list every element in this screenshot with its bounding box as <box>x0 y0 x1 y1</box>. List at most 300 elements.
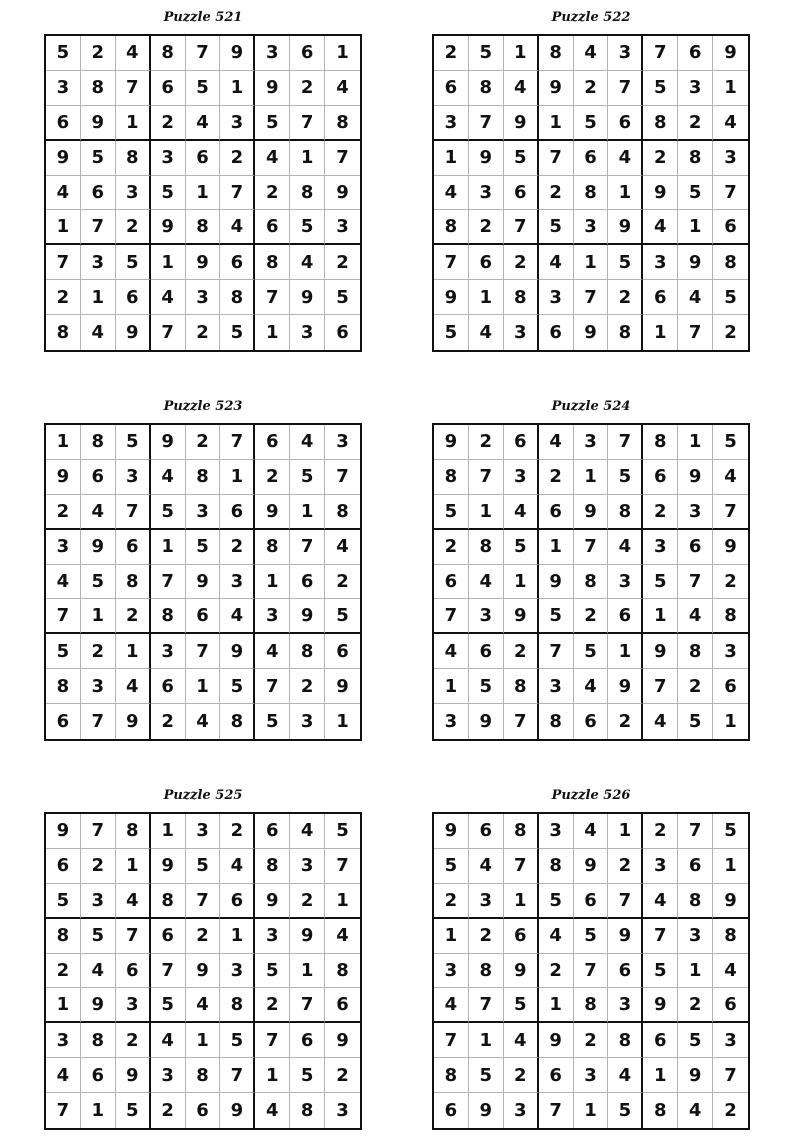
grid-cell: 8 <box>325 495 360 530</box>
grid-cell: 7 <box>713 1058 748 1093</box>
grid-cell: 7 <box>434 599 469 634</box>
grid-cell: 1 <box>290 954 325 989</box>
grid-cell: 4 <box>81 315 116 350</box>
grid-cell: 3 <box>151 1058 186 1093</box>
grid-cell: 7 <box>539 141 574 176</box>
grid-cell: 5 <box>608 1093 643 1128</box>
grid-cell: 9 <box>539 1023 574 1058</box>
grid-cell: 9 <box>574 495 609 530</box>
grid-cell: 1 <box>539 106 574 141</box>
grid-cell: 8 <box>678 634 713 669</box>
grid-cell: 6 <box>186 141 221 176</box>
sudoku-grid <box>44 34 362 352</box>
grid-cell: 1 <box>678 210 713 245</box>
grid-cell: 4 <box>713 106 748 141</box>
grid-cell: 5 <box>220 315 255 350</box>
sudoku-grid <box>432 34 750 352</box>
grid-cell: 9 <box>151 210 186 245</box>
grid-cell: 5 <box>220 669 255 704</box>
grid-cell: 9 <box>504 599 539 634</box>
grid-cell: 5 <box>434 849 469 884</box>
grid-cell: 2 <box>574 599 609 634</box>
grid-cell: 1 <box>81 280 116 315</box>
grid-cell: 2 <box>46 495 81 530</box>
grid-cell: 2 <box>151 1093 186 1128</box>
grid-cell: 9 <box>469 141 504 176</box>
grid-cell: 3 <box>46 71 81 106</box>
grid-cell: 8 <box>434 210 469 245</box>
grid-cell: 1 <box>539 988 574 1023</box>
grid-cell: 4 <box>504 495 539 530</box>
grid-cell: 9 <box>290 599 325 634</box>
grid-cell: 4 <box>290 245 325 280</box>
grid-cell: 4 <box>255 141 290 176</box>
grid-cell: 3 <box>678 71 713 106</box>
grid-cell: 9 <box>434 425 469 460</box>
grid-cell: 7 <box>325 849 360 884</box>
grid-cell: 9 <box>151 849 186 884</box>
grid-cell: 7 <box>81 210 116 245</box>
grid-cell: 6 <box>608 106 643 141</box>
grid-cell: 3 <box>290 704 325 739</box>
grid-cell: 3 <box>539 280 574 315</box>
grid-cell: 4 <box>220 849 255 884</box>
grid-cell: 7 <box>539 1093 574 1128</box>
grid-cell: 5 <box>539 210 574 245</box>
grid-cell: 3 <box>81 245 116 280</box>
grid-cell: 1 <box>678 425 713 460</box>
grid-cell: 5 <box>469 669 504 704</box>
grid-cell: 4 <box>255 1093 290 1128</box>
grid-cell: 7 <box>290 106 325 141</box>
grid-cell: 7 <box>469 460 504 495</box>
grid-cell: 7 <box>116 495 151 530</box>
grid-cell: 8 <box>504 814 539 849</box>
grid-cell: 9 <box>539 71 574 106</box>
grid-cell: 4 <box>325 530 360 565</box>
grid-cell: 9 <box>186 245 221 280</box>
grid-cell: 1 <box>504 565 539 600</box>
grid-cell: 4 <box>220 210 255 245</box>
grid-cell: 1 <box>255 565 290 600</box>
grid-cell: 7 <box>220 1058 255 1093</box>
grid-cell: 1 <box>116 106 151 141</box>
grid-cell: 5 <box>186 530 221 565</box>
grid-cell: 8 <box>434 460 469 495</box>
puzzle-title: Puzzle 524 <box>551 399 631 414</box>
grid-cell: 1 <box>220 460 255 495</box>
grid-cell: 2 <box>220 141 255 176</box>
grid-cell: 4 <box>81 495 116 530</box>
grid-cell: 8 <box>255 530 290 565</box>
grid-cell: 4 <box>255 634 290 669</box>
sudoku-grid <box>44 812 362 1130</box>
grid-cell: 9 <box>151 425 186 460</box>
grid-cell: 2 <box>469 210 504 245</box>
grid-cell: 7 <box>325 460 360 495</box>
grid-cell: 8 <box>116 565 151 600</box>
grid-cell: 3 <box>116 176 151 211</box>
grid-cell: 8 <box>220 704 255 739</box>
grid-cell: 4 <box>504 71 539 106</box>
grid-cell: 9 <box>325 1023 360 1058</box>
grid-cell: 2 <box>434 884 469 919</box>
grid-cell: 1 <box>643 1058 678 1093</box>
grid-cell: 2 <box>539 460 574 495</box>
grid-cell: 1 <box>469 495 504 530</box>
grid-cell: 1 <box>151 530 186 565</box>
grid-cell: 9 <box>290 919 325 954</box>
grid-cell: 6 <box>643 280 678 315</box>
grid-cell: 8 <box>504 280 539 315</box>
grid-cell: 8 <box>186 460 221 495</box>
grid-cell: 3 <box>678 919 713 954</box>
grid-cell: 4 <box>713 460 748 495</box>
grid-cell: 2 <box>608 849 643 884</box>
grid-cell: 1 <box>336 711 349 733</box>
grid-cell: 2 <box>325 1058 360 1093</box>
grid-cell: 5 <box>643 565 678 600</box>
grid-cell: 2 <box>255 176 290 211</box>
grid-cell: 6 <box>539 495 574 530</box>
grid-cell: 3 <box>325 210 360 245</box>
grid-cell: 2 <box>116 599 151 634</box>
puzzle-title: Puzzle 525 <box>163 788 243 803</box>
grid-cell: 5 <box>186 849 221 884</box>
grid-cell: 8 <box>290 1093 325 1128</box>
grid-cell: 6 <box>46 849 81 884</box>
grid-cell: 9 <box>713 530 748 565</box>
grid-cell: 1 <box>434 919 469 954</box>
grid-cell: 7 <box>713 495 748 530</box>
grid-cell: 2 <box>325 245 360 280</box>
grid-cell: 7 <box>151 565 186 600</box>
grid-cell: 7 <box>151 954 186 989</box>
grid-cell: 5 <box>116 245 151 280</box>
grid-cell: 6 <box>713 210 748 245</box>
grid-cell: 7 <box>186 884 221 919</box>
grid-cell: 1 <box>255 315 290 350</box>
grid-cell: 9 <box>434 814 469 849</box>
grid-cell: 7 <box>255 1023 290 1058</box>
grid-cell: 2 <box>643 814 678 849</box>
grid-cell: 2 <box>325 565 360 600</box>
grid-cell: 2 <box>643 141 678 176</box>
grid-cell: 7 <box>325 141 360 176</box>
grid-cell: 3 <box>713 141 748 176</box>
grid-cell: 7 <box>574 954 609 989</box>
grid-cell: 4 <box>469 565 504 600</box>
grid-cell: 4 <box>186 106 221 141</box>
grid-cell: 8 <box>713 245 748 280</box>
grid-cell: 7 <box>608 884 643 919</box>
grid-cell: 9 <box>46 460 81 495</box>
grid-cell: 9 <box>713 884 748 919</box>
grid-cell: 6 <box>116 530 151 565</box>
grid-cell: 2 <box>539 954 574 989</box>
grid-cell: 8 <box>469 530 504 565</box>
grid-cell: 5 <box>574 634 609 669</box>
grid-cell: 2 <box>724 322 737 344</box>
grid-cell: 1 <box>81 1093 116 1128</box>
grid-cell: 1 <box>46 210 81 245</box>
grid-cell: 3 <box>255 599 290 634</box>
grid-cell: 4 <box>290 814 325 849</box>
grid-cell: 6 <box>255 210 290 245</box>
grid-cell: 1 <box>469 1023 504 1058</box>
grid-cell: 5 <box>469 36 504 71</box>
grid-cell: 5 <box>608 460 643 495</box>
grid-cell: 9 <box>504 954 539 989</box>
grid-cell: 1 <box>186 1023 221 1058</box>
grid-cell: 2 <box>186 919 221 954</box>
grid-cell: 6 <box>220 884 255 919</box>
grid-cell: 5 <box>46 884 81 919</box>
grid-cell: 4 <box>574 814 609 849</box>
grid-cell: 5 <box>116 1093 151 1128</box>
grid-cell: 5 <box>678 176 713 211</box>
grid-cell: 8 <box>539 849 574 884</box>
grid-cell: 9 <box>678 245 713 280</box>
grid-cell: 8 <box>151 884 186 919</box>
grid-cell: 5 <box>504 141 539 176</box>
grid-cell: 3 <box>151 634 186 669</box>
grid-cell: 7 <box>608 425 643 460</box>
grid-cell: 7 <box>116 919 151 954</box>
grid-cell: 5 <box>643 954 678 989</box>
grid-cell: 2 <box>574 71 609 106</box>
grid-cell: 5 <box>81 565 116 600</box>
grid-cell: 2 <box>290 884 325 919</box>
grid-cell: 2 <box>255 460 290 495</box>
grid-cell: 3 <box>116 988 151 1023</box>
grid-cell: 6 <box>678 530 713 565</box>
grid-cell: 8 <box>46 315 81 350</box>
grid-cell: 3 <box>608 565 643 600</box>
grid-cell: 7 <box>220 425 255 460</box>
grid-cell: 1 <box>151 245 186 280</box>
grid-cell: 8 <box>608 1023 643 1058</box>
grid-cell: 7 <box>504 210 539 245</box>
grid-cell: 8 <box>643 1093 678 1128</box>
grid-cell: 3 <box>643 245 678 280</box>
grid-cell: 5 <box>290 1058 325 1093</box>
grid-cell: 9 <box>678 1058 713 1093</box>
grid-cell: 3 <box>220 106 255 141</box>
grid-cell: 8 <box>151 599 186 634</box>
grid-cell: 2 <box>678 988 713 1023</box>
grid-cell: 9 <box>290 280 325 315</box>
grid-cell: 2 <box>220 530 255 565</box>
grid-cell: 7 <box>469 106 504 141</box>
grid-cell: 1 <box>574 1093 609 1128</box>
grid-cell: 9 <box>608 669 643 704</box>
grid-cell: 7 <box>643 919 678 954</box>
grid-cell: 4 <box>46 565 81 600</box>
grid-cell: 6 <box>469 814 504 849</box>
grid-cell: 8 <box>574 176 609 211</box>
grid-cell: 5 <box>325 599 360 634</box>
grid-cell: 7 <box>290 530 325 565</box>
grid-cell: 1 <box>290 141 325 176</box>
grid-cell: 8 <box>255 245 290 280</box>
grid-cell: 4 <box>608 530 643 565</box>
grid-cell: 7 <box>220 176 255 211</box>
grid-cell: 8 <box>220 988 255 1023</box>
grid-cell: 1 <box>116 849 151 884</box>
grid-cell: 5 <box>574 106 609 141</box>
grid-cell: 9 <box>186 954 221 989</box>
grid-cell: 9 <box>220 634 255 669</box>
grid-cell: 9 <box>574 315 609 350</box>
grid-cell: 1 <box>539 530 574 565</box>
grid-cell: 6 <box>643 1023 678 1058</box>
grid-cell: 9 <box>116 704 151 739</box>
grid-cell: 1 <box>186 176 221 211</box>
grid-cell: 5 <box>434 495 469 530</box>
grid-cell: 1 <box>46 425 81 460</box>
grid-cell: 4 <box>290 425 325 460</box>
grid-cell: 9 <box>81 530 116 565</box>
grid-cell: 8 <box>81 425 116 460</box>
grid-cell: 5 <box>643 71 678 106</box>
grid-cell: 6 <box>46 106 81 141</box>
puzzle-title: Puzzle 521 <box>163 10 243 25</box>
grid-cell: 8 <box>81 1023 116 1058</box>
grid-cell: 4 <box>678 599 713 634</box>
grid-cell: 1 <box>434 669 469 704</box>
grid-cell: 2 <box>724 1100 737 1122</box>
grid-cell: 6 <box>151 669 186 704</box>
grid-cell: 2 <box>434 530 469 565</box>
grid-cell: 5 <box>290 210 325 245</box>
grid-cell: 2 <box>539 176 574 211</box>
grid-cell: 5 <box>151 988 186 1023</box>
grid-cell: 8 <box>608 315 643 350</box>
grid-cell: 1 <box>643 315 678 350</box>
grid-cell: 3 <box>608 988 643 1023</box>
grid-cell: 8 <box>469 71 504 106</box>
grid-cell: 6 <box>186 599 221 634</box>
grid-cell: 6 <box>574 884 609 919</box>
grid-cell: 5 <box>325 280 360 315</box>
grid-cell: 6 <box>469 245 504 280</box>
grid-cell: 6 <box>81 1058 116 1093</box>
grid-cell: 5 <box>151 495 186 530</box>
grid-cell: 3 <box>255 36 290 71</box>
grid-cell: 1 <box>151 814 186 849</box>
grid-cell: 4 <box>678 280 713 315</box>
sudoku-grid <box>44 423 362 741</box>
grid-cell: 6 <box>713 988 748 1023</box>
grid-cell: 2 <box>290 71 325 106</box>
grid-cell: 4 <box>643 704 678 739</box>
grid-cell: 5 <box>713 425 748 460</box>
grid-cell: 2 <box>220 814 255 849</box>
grid-cell: 2 <box>186 315 221 350</box>
grid-cell: 6 <box>434 1093 469 1128</box>
grid-cell: 9 <box>608 919 643 954</box>
grid-cell: 2 <box>116 1023 151 1058</box>
grid-cell: 8 <box>574 988 609 1023</box>
grid-cell: 3 <box>434 954 469 989</box>
grid-cell: 1 <box>504 36 539 71</box>
grid-cell: 7 <box>539 634 574 669</box>
grid-cell: 3 <box>46 530 81 565</box>
grid-cell: 9 <box>504 106 539 141</box>
grid-cell: 6 <box>116 954 151 989</box>
grid-cell: 7 <box>186 634 221 669</box>
grid-cell: 4 <box>643 884 678 919</box>
grid-cell: 6 <box>81 176 116 211</box>
grid-cell: 5 <box>504 988 539 1023</box>
grid-cell: 1 <box>220 919 255 954</box>
grid-cell: 5 <box>325 814 360 849</box>
grid-cell: 3 <box>220 565 255 600</box>
grid-cell: 3 <box>469 599 504 634</box>
grid-cell: 7 <box>290 988 325 1023</box>
grid-cell: 7 <box>504 704 539 739</box>
grid-cell: 8 <box>325 954 360 989</box>
grid-cell: 2 <box>151 106 186 141</box>
grid-cell: 7 <box>255 280 290 315</box>
grid-cell: 8 <box>504 669 539 704</box>
grid-cell: 8 <box>608 495 643 530</box>
grid-cell: 1 <box>434 141 469 176</box>
grid-cell: 2 <box>504 1058 539 1093</box>
grid-cell: 5 <box>574 919 609 954</box>
grid-cell: 4 <box>116 669 151 704</box>
grid-cell: 1 <box>713 71 748 106</box>
grid-cell: 7 <box>574 280 609 315</box>
grid-cell: 9 <box>186 565 221 600</box>
grid-cell: 8 <box>186 1058 221 1093</box>
grid-cell: 3 <box>81 884 116 919</box>
grid-cell: 4 <box>469 315 504 350</box>
grid-cell: 1 <box>504 884 539 919</box>
grid-cell: 7 <box>574 530 609 565</box>
grid-cell: 4 <box>608 1058 643 1093</box>
grid-cell: 8 <box>434 1058 469 1093</box>
grid-cell: 9 <box>116 1058 151 1093</box>
grid-cell: 3 <box>290 315 325 350</box>
grid-cell: 6 <box>608 599 643 634</box>
grid-cell: 7 <box>81 704 116 739</box>
grid-cell: 5 <box>434 315 469 350</box>
grid-cell: 8 <box>713 919 748 954</box>
grid-cell: 3 <box>643 530 678 565</box>
grid-cell: 9 <box>325 669 360 704</box>
grid-cell: 9 <box>46 141 81 176</box>
grid-cell: 4 <box>151 280 186 315</box>
grid-cell: 6 <box>255 425 290 460</box>
grid-cell: 6 <box>81 460 116 495</box>
grid-cell: 7 <box>255 669 290 704</box>
grid-cell: 5 <box>290 460 325 495</box>
grid-cell: 2 <box>504 245 539 280</box>
grid-cell: 6 <box>678 849 713 884</box>
grid-cell: 9 <box>643 988 678 1023</box>
grid-cell: 6 <box>325 988 360 1023</box>
grid-cell: 6 <box>290 1023 325 1058</box>
puzzle-title: Puzzle 523 <box>163 399 243 414</box>
grid-cell: 3 <box>116 460 151 495</box>
grid-cell: 7 <box>713 176 748 211</box>
grid-cell: 7 <box>678 315 713 350</box>
grid-cell: 1 <box>608 814 643 849</box>
grid-cell: 8 <box>186 210 221 245</box>
sudoku-grid <box>432 423 750 741</box>
